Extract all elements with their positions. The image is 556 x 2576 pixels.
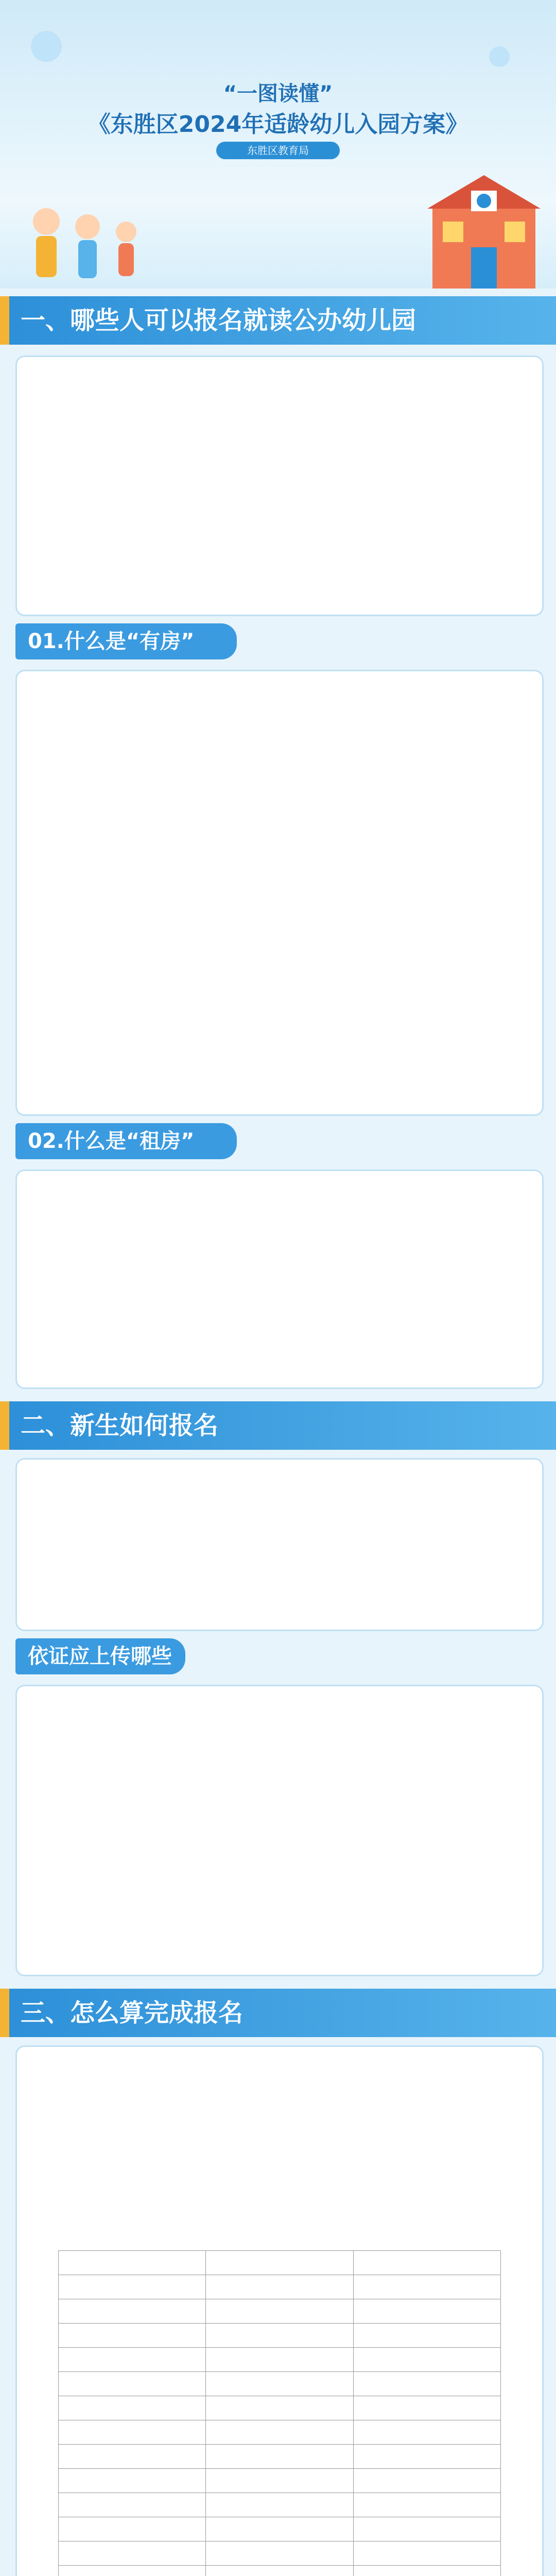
table-cell (206, 2324, 353, 2348)
table-cell (206, 2566, 353, 2576)
table-cell (206, 2396, 353, 2420)
table-cell (206, 2445, 353, 2469)
table-cell (59, 2445, 206, 2469)
table-cell (206, 2372, 353, 2396)
docs-card (15, 1685, 544, 1976)
table-row (59, 2566, 501, 2576)
table-cell (59, 2517, 206, 2541)
table-cell (353, 2541, 500, 2566)
table-cell (206, 2541, 353, 2566)
section-3-title: 三、怎么算完成报名 (21, 1998, 244, 2027)
subhead-docs-title: 依证应上传哪些 (28, 1645, 172, 1668)
table-row (59, 2299, 501, 2324)
section-1-header (0, 296, 556, 345)
banner-title: 《东胜区2024年适龄幼儿入园方案》 (88, 111, 468, 138)
table-cell (353, 2445, 500, 2469)
section-1-title: 一、哪些人可以报名就读公办幼儿园 (21, 306, 416, 335)
kids-illustration (15, 196, 149, 289)
table-row (59, 2541, 501, 2566)
schedule-header-2 (353, 2251, 500, 2275)
table-cell (59, 2372, 206, 2396)
schedule-table (58, 2250, 501, 2576)
section-2-title: 二、新生如何报名 (21, 1411, 219, 1440)
have-house-card (15, 670, 544, 1116)
table-row (59, 2445, 501, 2469)
subhead-rent-house-title: 02.什么是“租房” (28, 1129, 195, 1153)
table-cell (59, 2420, 206, 2445)
table-cell (353, 2324, 500, 2348)
table-cell (353, 2372, 500, 2396)
subhead-rent-house (15, 1123, 237, 1159)
table-cell (353, 2566, 500, 2576)
table-cell (59, 2324, 206, 2348)
table-row (59, 2324, 501, 2348)
table-cell (353, 2348, 500, 2372)
section-1-card (15, 355, 544, 616)
section-2-card (15, 1458, 544, 1631)
table-cell (206, 2299, 353, 2324)
table-cell (353, 2469, 500, 2493)
section-3-card (15, 2045, 544, 2576)
table-cell (59, 2566, 206, 2576)
banner-source-badge: 东胜区教育局 (216, 142, 340, 159)
header-banner (0, 0, 556, 289)
table-cell (59, 2469, 206, 2493)
schedule-header-0 (59, 2251, 206, 2275)
subhead-have-house-title: 01.什么是“有房” (28, 630, 195, 653)
subhead-have-house (15, 623, 237, 659)
table-cell (59, 2541, 206, 2566)
table-cell (353, 2493, 500, 2517)
table-cell (353, 2517, 500, 2541)
banner-kicker: “一图读懂” (223, 82, 333, 106)
table-row (59, 2275, 501, 2299)
table-cell (353, 2420, 500, 2445)
table-row (59, 2348, 501, 2372)
table-row (59, 2420, 501, 2445)
table-cell (353, 2275, 500, 2299)
table-cell (206, 2275, 353, 2299)
section-2-header (0, 1401, 556, 1450)
table-row (59, 2396, 501, 2420)
table-cell (59, 2493, 206, 2517)
table-cell (206, 2517, 353, 2541)
table-cell (59, 2299, 206, 2324)
table-cell (206, 2420, 353, 2445)
table-cell (353, 2396, 500, 2420)
table-cell (206, 2348, 353, 2372)
table-row (59, 2517, 501, 2541)
table-cell (59, 2348, 206, 2372)
section-3-header (0, 1989, 556, 2037)
school-building-illustration (422, 170, 546, 289)
table-row (59, 2493, 501, 2517)
subhead-docs (15, 1638, 185, 1674)
table-cell (353, 2299, 500, 2324)
table-cell (59, 2396, 206, 2420)
table-cell (206, 2469, 353, 2493)
rent-house-card (15, 1170, 544, 1389)
schedule-header-1 (206, 2251, 353, 2275)
table-row (59, 2469, 501, 2493)
table-cell (206, 2493, 353, 2517)
table-cell (59, 2275, 206, 2299)
table-row (59, 2372, 501, 2396)
